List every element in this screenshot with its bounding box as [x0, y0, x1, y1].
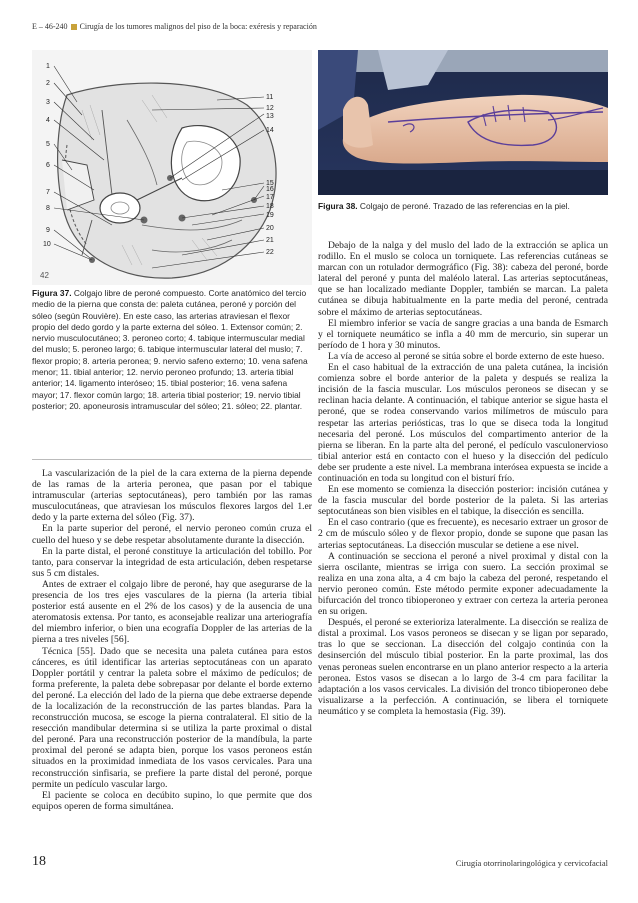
journal-footer: Cirugía otorrinolaringológica y cervicofacial: [455, 858, 608, 868]
header-square-icon: [71, 24, 77, 30]
fig37-label-21: 21: [266, 237, 274, 244]
fig37-label-16: 16: [266, 186, 274, 193]
fig37-label-14: 14: [266, 127, 274, 134]
fig37-label-12: 12: [266, 105, 274, 112]
right-text-column: [318, 240, 608, 717]
paragraph: La vascularización de la piel de la cara externa de la pierna depende de las ramas de la arteria peronea, que pasan por el tabique intramuscular (arterias septocutáneas), pero también por las ramas musculocutáneas, que atraviesan los músculos flexores largos del 1.er dedo y la parte externa del sóleo (Fig. 37).: [32, 468, 312, 524]
figure-37-anatomy-drawing: [32, 50, 312, 285]
paragraph: En ese momento se comienza la disección posterior: incisión cutánea y de la fascia muscular del borde posterior de la paleta. Si las arterias septocutáneas son bien visibles en el tabique, la disección es sencilla.: [318, 484, 608, 518]
fig37-label-18: 18: [266, 203, 274, 210]
paragraph: Técnica [55]. Dado que se necesita una paleta cutánea para estos cánceres, es útil identificar las arterias septocutáneas con un aparato Doppler portátil y centrar la paleta sobre el máximo de pedículos; de forma preferente, la paleta debe sobrepasar por delante el borde externo del peroné. La elección del lado de la pierna que debe extraerse depende de la localización de la reconstrucción de las partes blandas. Para la reconstrucción mucosa, se escoge la pierna contralateral. El sitio de la resección mandibular determina si se utiliza la parte proximal o distal del peroné. Para una reconstrucción posterior de la mandíbula, la parte proximal del peroné se adapta bien, porque los vasos peroneos están situados en la proximidad inmediata de los vasos cervicales. Para una reconstrucción sinfisaria, se prefiere la parte distal del peroné, porque permite un pedículo vascular largo.: [32, 645, 312, 790]
paragraph: En la parte distal, el peroné constituye la articulación del tobillo. Por tanto, para conservar la integridad de esta articulación, deben respetarse sus 5 cm distales.: [32, 545, 312, 579]
fig37-label-6: 6: [46, 162, 50, 169]
figure-37-label: Figura 37.: [32, 288, 72, 298]
fig37-label-17: 17: [266, 194, 274, 201]
figure-38-leg-photo: [318, 50, 608, 195]
fig37-label-8: 8: [46, 205, 50, 212]
fig37-label-15: 15: [266, 180, 274, 187]
figure-38-caption: [318, 201, 610, 212]
fig37-label-22: 22: [266, 249, 274, 256]
paragraph: Después, el peroné se exterioriza lateralmente. La disección se realiza de distal a proximal. Los vasos peroneos se disecan y se ligan por separado, tras lo que se seccionan. La disección del colgajo continúa con la desinserción del músculo tibial posterior. En la parte proximal, las dos venas peroneas suelen encontrarse en un plano anterior respecto a la arteria peronea. Estos vasos se disecan a lo largo de 3-4 cm para facilitar la adaptación a los vasos cervicales. La división del tronco tibioperoneo debe visualizarse a la perfección. A continuación, se libera el torniquete neumático y se completa la hemostasia (Fig. 39).: [318, 617, 608, 717]
fig37-watermark: 42: [40, 271, 49, 280]
fig37-label-13: 13: [266, 113, 274, 120]
paragraph: La vía de acceso al peroné se sitúa sobre el borde externo de este hueso.: [328, 350, 605, 362]
running-header: [32, 22, 317, 31]
fig37-label-5: 5: [46, 141, 50, 148]
left-text-column: [32, 468, 312, 812]
paragraph: En el caso habitual de la extracción de una paleta cutánea, la incisión comienza sobre el borde anterior de la paleta y después se realiza la incisión de la fascia muscular. Los músculos peroneos se disecan y se reclinan hacia delante. A continuación, el tabique anterior se sigue hasta el peroné, que se rodea conservando varios milímetros de músculo para respetar las arterias periósticas, tras lo que se diseca toda la longitud necesaria del peroné. Los músculos del compartimento anterior de la pierna se liberan. En la parte alta del peroné, el pedículo vasculonervioso tibial anterior está en contacto con el hueso y la disección del pedículo debe ser prudente a este nivel. La membrana interósea expuesta se incide a continuación en toda su longitud con el bisturí frío.: [318, 362, 608, 484]
fig37-label-19: 19: [266, 212, 274, 219]
fig37-label-4: 4: [46, 117, 50, 124]
figure-37-caption-text: Colgajo libre de peroné compuesto. Corte anatómico del tercio medio de la pierna que consta de: paleta cutánea, peroné y porción del sóleo (según Rouvière). En este caso, las arterias atraviesan el flexor propio del dedo gordo y la parte externa del sóleo. 1. Extensor común; 2. nervio musculocutáneo; 3. peroneo corto; 4. tabique intermuscular medial del muslo; 5. peroneo largo; 6. tabique intermuscular lateral del muslo; 7. flexor propio; 8. arteria peronea; 9. nervio safeno externo; 10. vena safena menor; 11. tibial anterior; 12. nervio peroneo profundo; 13. arteria tibial anterior; 14. ligamento interóseo; 15. tibial posterior; 16. vena safena mayor; 17. flexor común largo; 18. arteria tibial posterior; 19. nervio tibial posterior; 20. aponeurosis intramuscular del sóleo; 21. sóleo; 22. plantar.: [32, 288, 308, 411]
fig37-label-10: 10: [43, 241, 51, 248]
paragraph: Debajo de la nalga y del muslo del lado de la extracción se aplica un rodillo. En el muslo se coloca un torniquete. Las referencias cutáneas se marcan con un rotulador dermográfico (Fig. 38): cabeza del peroné, borde lateral del peroné y punta del maléolo lateral. Las arterias septocutáneas, que se han localizado mediante Doppler, también se marcan. La paleta cutánea se dibuja habitualmente en la parte media del peroné, centrada sobre el máximo de arterias septocutáneas.: [318, 240, 608, 318]
header-code: E – 46-240: [32, 22, 68, 31]
paragraph: En el caso contrario (que es frecuente), es necesario extraer un grosor de 2 cm de músculo sóleo y de flexor propio, donde se supone que pasan las arterias septocutáneas. La disección muscular se detiene a ese nivel.: [318, 517, 608, 551]
fig37-label-2: 2: [46, 80, 50, 87]
caption-divider: [32, 459, 312, 460]
paragraph: En la parte superior del peroné, el nervio peroneo común cruza el cuello del hueso y se debe respetar absolutamente durante la disección.: [32, 523, 312, 546]
paragraph: El paciente se coloca en decúbito supino, lo que permite que dos equipos operen de forma simultánea.: [32, 789, 312, 812]
figure-37-caption: [32, 288, 311, 412]
header-title: Cirugía de los tumores malignos del piso de la boca: exéresis y reparación: [79, 22, 317, 31]
fig37-label-20: 20: [266, 225, 274, 232]
fig37-label-1: 1: [46, 63, 50, 70]
paragraph: Antes de extraer el colgajo libre de peroné, hay que asegurarse de la presencia de los tres ejes vasculares de la pierna (la arteria tibial posterior está ausente en el 2% de los casos) y de la ausencia de una ateromatosis extensa. Por tanto, es aconsejable realizar una arteriografía del miembro inferior, o bien una ecografía Doppler de las arterias de la pierna a tres niveles [56].: [32, 578, 312, 646]
figure-38-label: Figura 38.: [318, 201, 358, 211]
paragraph: El miembro inferior se vacía de sangre gracias a una banda de Esmarch y el torniquete neumático se infla a 40 mm de mercurio, sin superar un período de 1 hora y 30 minutos.: [318, 317, 608, 351]
fig37-label-7: 7: [46, 189, 50, 196]
paragraph: A continuación se secciona el peroné a nivel proximal y distal con la sierra oscilante, mientras se irriga con suero. La sección proximal se realiza en una zona alta, a 4 cm bajo la cabeza del peroné, respetando el nervio peroneo común. Este método permite exponer adecuadamente la bifurcación del tronco tibioperoneo y extraer con certeza la arteria peronea en su origen.: [318, 550, 608, 618]
page-number: 18: [32, 854, 46, 869]
fig37-label-11: 11: [266, 94, 274, 101]
fig37-label-9: 9: [46, 227, 50, 234]
fig37-label-3: 3: [46, 99, 50, 106]
figure-38-caption-text: Colgajo de peroné. Trazado de las referencias en la piel.: [359, 201, 570, 211]
